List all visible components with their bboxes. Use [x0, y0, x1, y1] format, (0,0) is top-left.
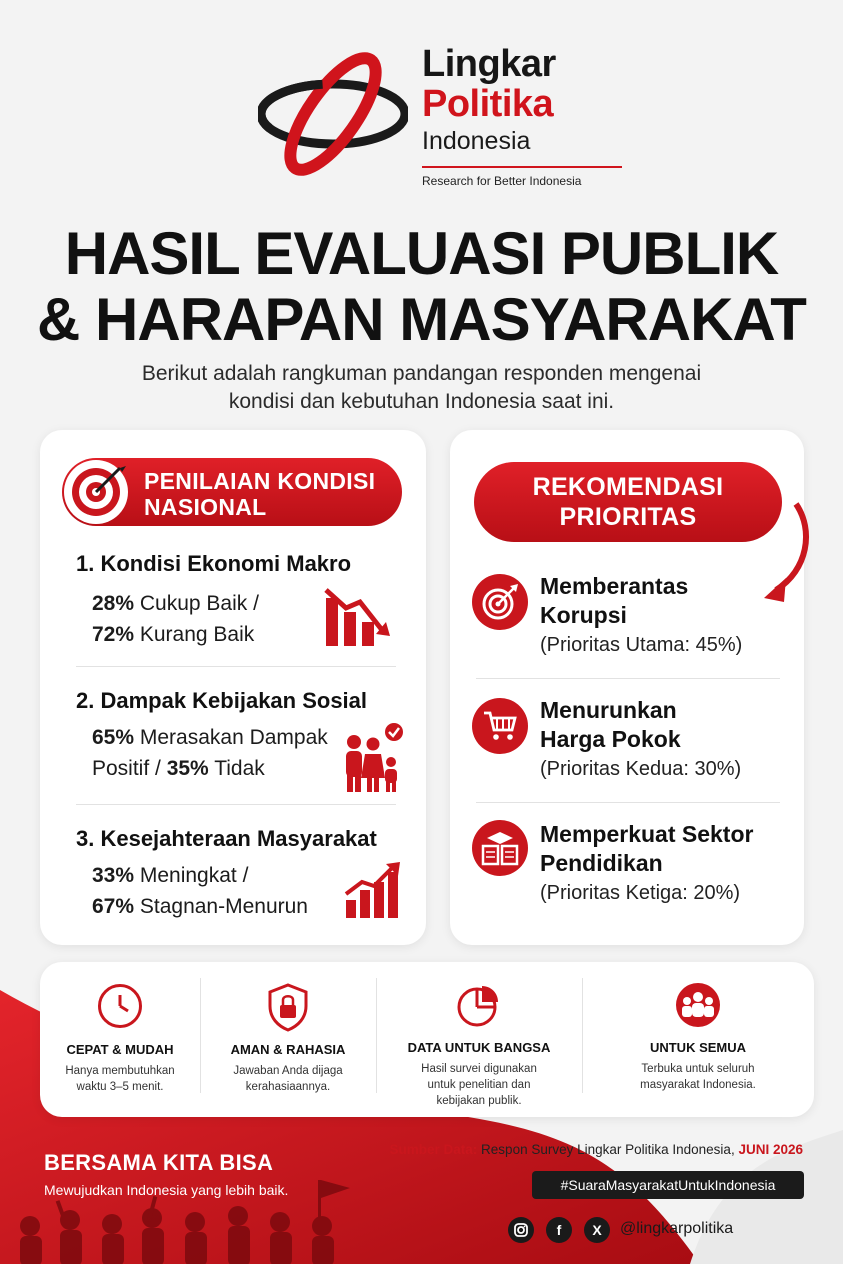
recommendation-3-title-b: Pendidikan [540, 850, 663, 876]
recommendation-divider-1 [476, 678, 780, 679]
feature-3-desc3: kebijakan publik. [436, 1095, 522, 1107]
feature-3-desc1: Hasil survei digunakan [421, 1063, 537, 1075]
slogan: BERSAMA KITA BISA [44, 1150, 274, 1175]
brand-block [422, 44, 622, 188]
feature-2 [200, 962, 376, 1117]
item-3-text-b: Stagnan-Menurun [134, 895, 308, 918]
item-2-text-pre: Positif / [92, 757, 167, 780]
family-icon [340, 722, 406, 794]
source-label: Sumber Data: [389, 1142, 478, 1157]
assessment-item-1-title: 1. Kondisi Ekonomi Makro [76, 551, 352, 576]
social-handle[interactable]: @lingkarpolitika [620, 1220, 734, 1237]
subtitle-line1: Berikut adalah rangkuman pandangan responden mengenai [141, 362, 702, 385]
assessment-item-3-values [92, 860, 308, 922]
item-3-pct-a: 33% [92, 864, 135, 887]
source-text: Respon Survey Lingkar Politika Indonesia, [477, 1142, 739, 1157]
feature-4-title: UNTUK SEMUA [649, 1040, 747, 1055]
assessment-header-line2: NASIONAL [144, 494, 267, 520]
recommendation-2-sub: (Prioritas Kedua: 30%) [540, 758, 742, 780]
recommendation-1 [540, 572, 742, 660]
target-icon [472, 574, 528, 630]
assessment-header-line1: PENILAIAN KONDISI [144, 468, 376, 494]
assessment-divider-2 [76, 804, 396, 805]
chart-up-icon [342, 860, 402, 920]
feature-3-title: DATA UNTUK BANGSA [407, 1040, 551, 1055]
assessment-header-text [144, 468, 375, 520]
chart-down-icon [322, 586, 394, 648]
assessment-divider-1 [76, 666, 396, 667]
item-2-pct-b: 35% [166, 757, 209, 780]
feature-3 [376, 962, 582, 1117]
item-2-text-a: Merasakan Dampak [134, 726, 328, 749]
recommendation-header-line2: PRIORITAS [559, 503, 697, 531]
recommendation-3-sub: (Prioritas Ketiga: 20%) [540, 882, 741, 904]
item-1-text-b: Kurang Baik [134, 623, 255, 646]
group-icon [675, 982, 721, 1028]
brand-name-line3: Indonesia [422, 127, 531, 155]
brand-name-line2: Politika [422, 83, 554, 125]
hashtag-badge: #SuaraMasyarakatUntukIndonesia [532, 1171, 804, 1199]
recommendation-1-title-b: Korupsi [540, 602, 627, 628]
item-3-text-a: Meningkat / [134, 864, 249, 887]
assessment-item-2-title: 2. Dampak Kebijakan Sosial [76, 688, 368, 713]
recommendation-1-title-a: Memberantas [540, 573, 689, 599]
feature-strip [40, 962, 814, 1117]
recommendation-header [474, 462, 782, 542]
cart-icon [472, 698, 528, 754]
page-title-line2: & HARAPAN MASYARAKAT [37, 286, 806, 353]
logo-mark [258, 42, 408, 182]
assessment-item-1-values [92, 588, 259, 650]
feature-2-desc1: Jawaban Anda dijaga [233, 1065, 343, 1077]
brand-divider [422, 166, 622, 168]
page-title-line1: HASIL EVALUASI PUBLIK [64, 220, 779, 287]
recommendation-1-sub: (Prioritas Utama: 45%) [540, 634, 743, 656]
feature-4-desc2: masyarakat Indonesia. [640, 1079, 756, 1091]
lock-shield-icon [266, 982, 310, 1032]
item-2-text-b: Tidak [208, 757, 265, 780]
target-icon [62, 458, 130, 526]
feature-1-title: CEPAT & MUDAH [66, 1042, 174, 1057]
feature-1 [40, 962, 200, 1117]
feature-1-desc2: waktu 3–5 menit. [76, 1081, 164, 1093]
item-1-pct-b: 72% [92, 623, 135, 646]
feature-1-desc1: Hanya membutuhkan [65, 1065, 175, 1077]
item-1-text-a: Cukup Baik / [134, 592, 259, 615]
assessment-item-2-values [92, 722, 328, 784]
recommendation-2 [540, 696, 741, 784]
slogan-sub: Mewujudkan Indonesia yang lebih baik. [44, 1182, 289, 1198]
brand-tagline: Research for Better Indonesia [422, 174, 582, 188]
x-twitter-icon[interactable]: X [584, 1217, 610, 1243]
page-subtitle [0, 360, 843, 416]
instagram-icon[interactable] [508, 1217, 534, 1243]
book-icon [472, 820, 528, 876]
facebook-icon[interactable]: f [546, 1217, 572, 1243]
brand-name-line1: Lingkar [422, 43, 556, 85]
feature-4 [582, 962, 814, 1117]
item-2-pct-a: 65% [92, 726, 135, 749]
subtitle-line2: kondisi dan kebutuhan Indonesia saat ini. [228, 390, 615, 413]
item-1-pct-a: 28% [92, 592, 135, 615]
pie-chart-icon [456, 982, 502, 1028]
recommendation-3 [540, 820, 753, 908]
source-date: JUNI 2026 [738, 1142, 803, 1157]
recommendation-3-title-a: Memperkuat Sektor [540, 821, 754, 847]
assessment-header [62, 458, 402, 526]
recommendation-divider-2 [476, 802, 780, 803]
assessment-item-3-title: 3. Kesejahteraan Masyarakat [76, 826, 377, 851]
curved-arrow-icon [756, 500, 816, 604]
recommendation-header-line1: REKOMENDASI [532, 473, 724, 501]
clock-icon [98, 984, 142, 1028]
feature-2-desc2: kerahasiaannya. [245, 1081, 331, 1093]
recommendation-2-title-a: Menurunkan [540, 697, 677, 723]
recommendation-2-title-b: Harga Pokok [540, 726, 681, 752]
data-source [390, 1142, 803, 1157]
feature-4-desc1: Terbuka untuk seluruh [641, 1063, 755, 1075]
feature-3-desc2: untuk penelitian dan [427, 1079, 531, 1091]
feature-2-title: AMAN & RAHASIA [230, 1042, 346, 1057]
item-3-pct-b: 67% [92, 895, 135, 918]
